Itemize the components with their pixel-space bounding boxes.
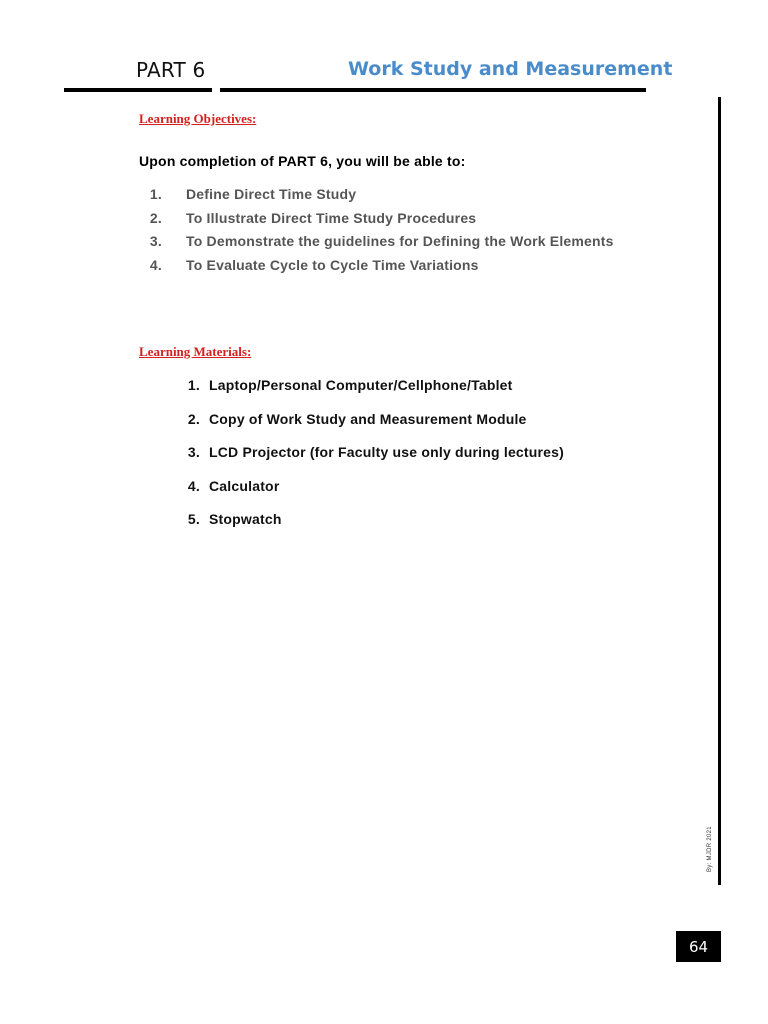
item-text: Calculator	[209, 477, 280, 494]
document-title: Work Study and Measurement	[348, 58, 673, 80]
list-item	[160, 511, 564, 545]
margin-vertical-rule	[718, 97, 721, 885]
list-item	[139, 233, 614, 257]
item-text: Laptop/Personal Computer/Cellphone/Tablet	[209, 377, 513, 393]
item-text: To Demonstrate the guidelines for Defining the Work Elements	[186, 233, 614, 249]
item-number: 2.	[187, 410, 200, 427]
objectives-intro: Upon completion of PART 6, you will be able to:	[139, 153, 466, 169]
objectives-list	[139, 186, 614, 280]
learning-objectives-heading: Learning Objectives:	[139, 111, 257, 126]
list-item	[160, 411, 564, 445]
item-text: To Evaluate Cycle to Cycle Time Variations	[186, 256, 479, 273]
item-text: Copy of Work Study and Measurement Module	[209, 410, 527, 427]
item-text: Define Direct Time Study	[186, 186, 357, 202]
list-item	[160, 444, 564, 478]
list-item	[139, 210, 614, 234]
list-item	[160, 377, 564, 411]
item-number: 5.	[187, 511, 200, 527]
header-rule-right	[220, 88, 646, 92]
item-text: LCD Projector (for Faculty use only during lectures)	[209, 444, 565, 460]
learning-materials-heading: Learning Materials:	[139, 344, 252, 359]
item-text: To Illustrate Direct Time Study Procedures	[186, 209, 477, 226]
list-item	[139, 257, 614, 281]
page-number: 64	[676, 931, 721, 962]
item-number: 3.	[149, 233, 162, 249]
part-label: PART 6	[136, 58, 206, 82]
item-number: 4.	[149, 256, 162, 273]
item-number: 4.	[187, 477, 200, 494]
author-credit: By: MJDR 2021	[707, 826, 713, 872]
header-rule-left	[64, 88, 212, 92]
item-number: 1.	[149, 186, 162, 202]
list-item	[139, 186, 614, 210]
list-item	[160, 478, 564, 512]
item-number: 3.	[187, 444, 200, 460]
item-number: 1.	[187, 377, 200, 393]
item-number: 2.	[149, 209, 162, 226]
materials-list	[160, 377, 564, 545]
item-text: Stopwatch	[209, 511, 282, 527]
